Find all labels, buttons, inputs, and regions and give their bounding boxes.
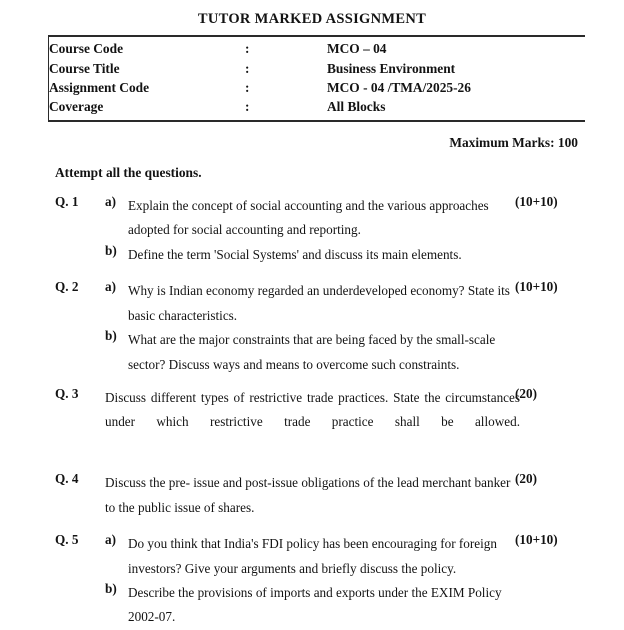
part-letter: b) bbox=[105, 580, 117, 596]
coverage-label: Coverage bbox=[49, 99, 104, 115]
question-text: Do you think that India's FDI policy has been encouraging for foreign investors? Give your arguments and briefly discuss the policy. bbox=[128, 536, 497, 576]
page-title: TUTOR MARKED ASSIGNMENT bbox=[197, 11, 427, 27]
question-text: Why is Indian economy regarded an underdeveloped economy? State its basic characteristics. bbox=[128, 283, 510, 323]
question-text: Discuss different types of restrictive trade practices. State the circumstances under which restrictive trade practice shall be allowed. bbox=[105, 390, 520, 430]
spacer bbox=[0, 459, 624, 471]
coverage-value: All Blocks bbox=[327, 99, 386, 115]
assignment-code-label: Assignment Code bbox=[49, 79, 150, 95]
question-block-4 bbox=[0, 471, 624, 520]
questions-list bbox=[0, 194, 624, 630]
course-info-table bbox=[48, 35, 585, 122]
question-4 bbox=[0, 471, 624, 520]
part-letter: b) bbox=[105, 328, 117, 344]
question-3 bbox=[0, 386, 624, 459]
question-number: Q. 4 bbox=[55, 471, 79, 487]
question-2-part-a bbox=[0, 279, 624, 328]
question-5-part-a bbox=[0, 532, 624, 581]
instruction-text: Attempt all the questions. bbox=[55, 165, 202, 181]
maximum-marks: Maximum Marks: 100 bbox=[449, 135, 578, 151]
question-text: Discuss the pre- issue and post-issue obligations of the lead merchant banker to the public issue of shares. bbox=[105, 475, 511, 515]
spacer bbox=[0, 377, 624, 386]
part-letter: a) bbox=[105, 279, 116, 295]
part-letter: a) bbox=[105, 532, 116, 548]
spacer bbox=[0, 520, 624, 532]
spacer bbox=[0, 267, 624, 279]
part-letter: b) bbox=[105, 242, 117, 258]
colon-separator: : bbox=[245, 41, 250, 57]
question-block-1 bbox=[0, 194, 624, 267]
question-number: Q. 3 bbox=[55, 386, 79, 402]
question-text: Define the term 'Social Systems' and discuss its main elements. bbox=[128, 246, 462, 262]
assignment-code-value: MCO - 04 /TMA/2025-26 bbox=[327, 79, 471, 95]
question-marks: (10+10) bbox=[515, 194, 558, 210]
course-title-value: Business Environment bbox=[327, 60, 456, 76]
question-text: Describe the provisions of imports and exports under the EXIM Policy 2002-07. bbox=[128, 584, 502, 625]
question-marks: (10+10) bbox=[515, 279, 558, 295]
question-number: Q. 2 bbox=[55, 279, 79, 295]
colon-separator: : bbox=[245, 60, 250, 76]
table-row bbox=[49, 79, 585, 98]
question-text: Explain the concept of social accounting and the various approaches adopted for social accounting and reporting. bbox=[128, 198, 489, 238]
question-block-2 bbox=[0, 279, 624, 377]
question-1-part-b bbox=[0, 243, 624, 267]
colon-separator: : bbox=[245, 79, 250, 95]
course-code-value: MCO – 04 bbox=[327, 41, 387, 57]
question-1-part-a bbox=[0, 194, 624, 243]
table-row bbox=[49, 40, 585, 59]
course-code-label: Course Code bbox=[49, 41, 124, 57]
question-text: What are the major constraints that are being faced by the small-scale sector? Discuss ways and means to overcome such constraints. bbox=[128, 332, 496, 372]
question-block-5 bbox=[0, 532, 624, 630]
table-row bbox=[49, 98, 585, 117]
question-marks: (10+10) bbox=[515, 532, 558, 548]
question-number: Q. 5 bbox=[55, 532, 79, 548]
colon-separator: : bbox=[245, 99, 250, 115]
part-letter: a) bbox=[105, 194, 116, 210]
course-title-label: Course Title bbox=[49, 60, 120, 76]
question-marks: (20) bbox=[515, 386, 537, 402]
question-marks: (20) bbox=[515, 471, 537, 487]
question-5-part-b bbox=[0, 581, 624, 630]
question-number: Q. 1 bbox=[55, 194, 79, 210]
question-block-3 bbox=[0, 386, 624, 459]
table-row bbox=[49, 59, 585, 78]
question-2-part-b bbox=[0, 328, 624, 377]
